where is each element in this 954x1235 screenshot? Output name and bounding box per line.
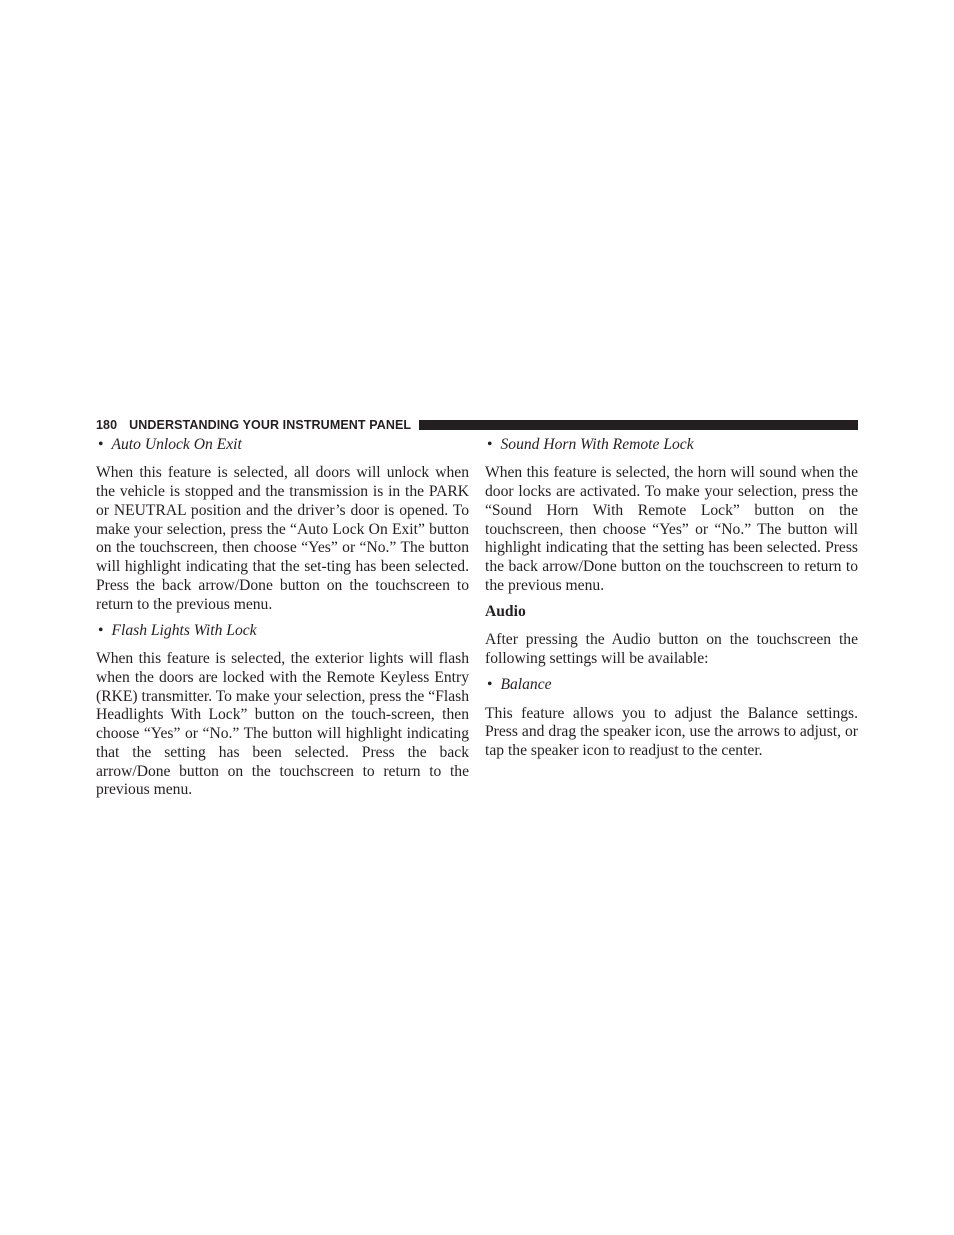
paragraph-sound-horn: When this feature is selected, the horn will sound when the door locks are activated. To make your selection, press the “Sound Horn With Remote Lock” button on the touchscreen, then choose “Yes” or “No.” The button will highlight indicating that the setting has been selected. Press the back arrow/Done button on the touchscreen to return to the previous menu. xyxy=(485,464,858,594)
bullet-dot: • xyxy=(98,621,104,639)
paragraph-balance: This feature allows you to adjust the Balance settings. Press and drag the speaker icon, use the arrows to adjust, or tap the speaker icon to readjust to the center. xyxy=(485,704,858,759)
bullet-dot: • xyxy=(487,676,493,694)
header-rule xyxy=(419,420,858,430)
bullet-label: Flash Lights With Lock xyxy=(111,621,257,639)
paragraph-flash-lights: When this feature is selected, the exterior lights will flash when the doors are locked with the Remote Keyless Entry (RKE) transmitter. To make your selection, press the “Flash Headlights With Lock” button on the touch-screen, then choose “Yes” or “No.” The button will highlight indicating that the setting has been selected. Press the back arrow/Done button on the touchscreen to return to the previous menu. xyxy=(96,650,469,799)
right-column xyxy=(485,436,858,761)
bullet-auto-unlock xyxy=(96,436,469,455)
audio-heading: Audio xyxy=(485,603,526,620)
paragraph-auto-unlock: When this feature is selected, all doors will unlock when the vehicle is stopped and the transmission is in the PARK or NEUTRAL position and the driver’s door is opened. To make your selection, press the “Auto Lock On Exit” button on the touchscreen, then choose “Yes” or “No.” The button will highlight indicating that the set-ting has been selected. Press the back arrow/Done button on the touchscreen to return to the previous menu. xyxy=(96,464,469,613)
bullet-label: Auto Unlock On Exit xyxy=(111,436,242,453)
page-number: 180 xyxy=(96,418,118,432)
bullet-dot: • xyxy=(487,436,493,453)
bullet-label: Sound Horn With Remote Lock xyxy=(500,436,694,453)
page-header xyxy=(96,417,858,433)
paragraph-audio-intro: After pressing the Audio button on the touchscreen the following settings will be available: xyxy=(485,631,858,667)
left-column xyxy=(96,436,469,800)
section-title: UNDERSTANDING YOUR INSTRUMENT PANEL xyxy=(129,418,412,432)
bullet-balance xyxy=(485,676,858,695)
bullet-dot: • xyxy=(98,436,104,453)
bullet-sound-horn xyxy=(485,436,858,455)
bullet-flash-lights xyxy=(96,622,469,641)
bullet-label: Balance xyxy=(500,676,552,694)
